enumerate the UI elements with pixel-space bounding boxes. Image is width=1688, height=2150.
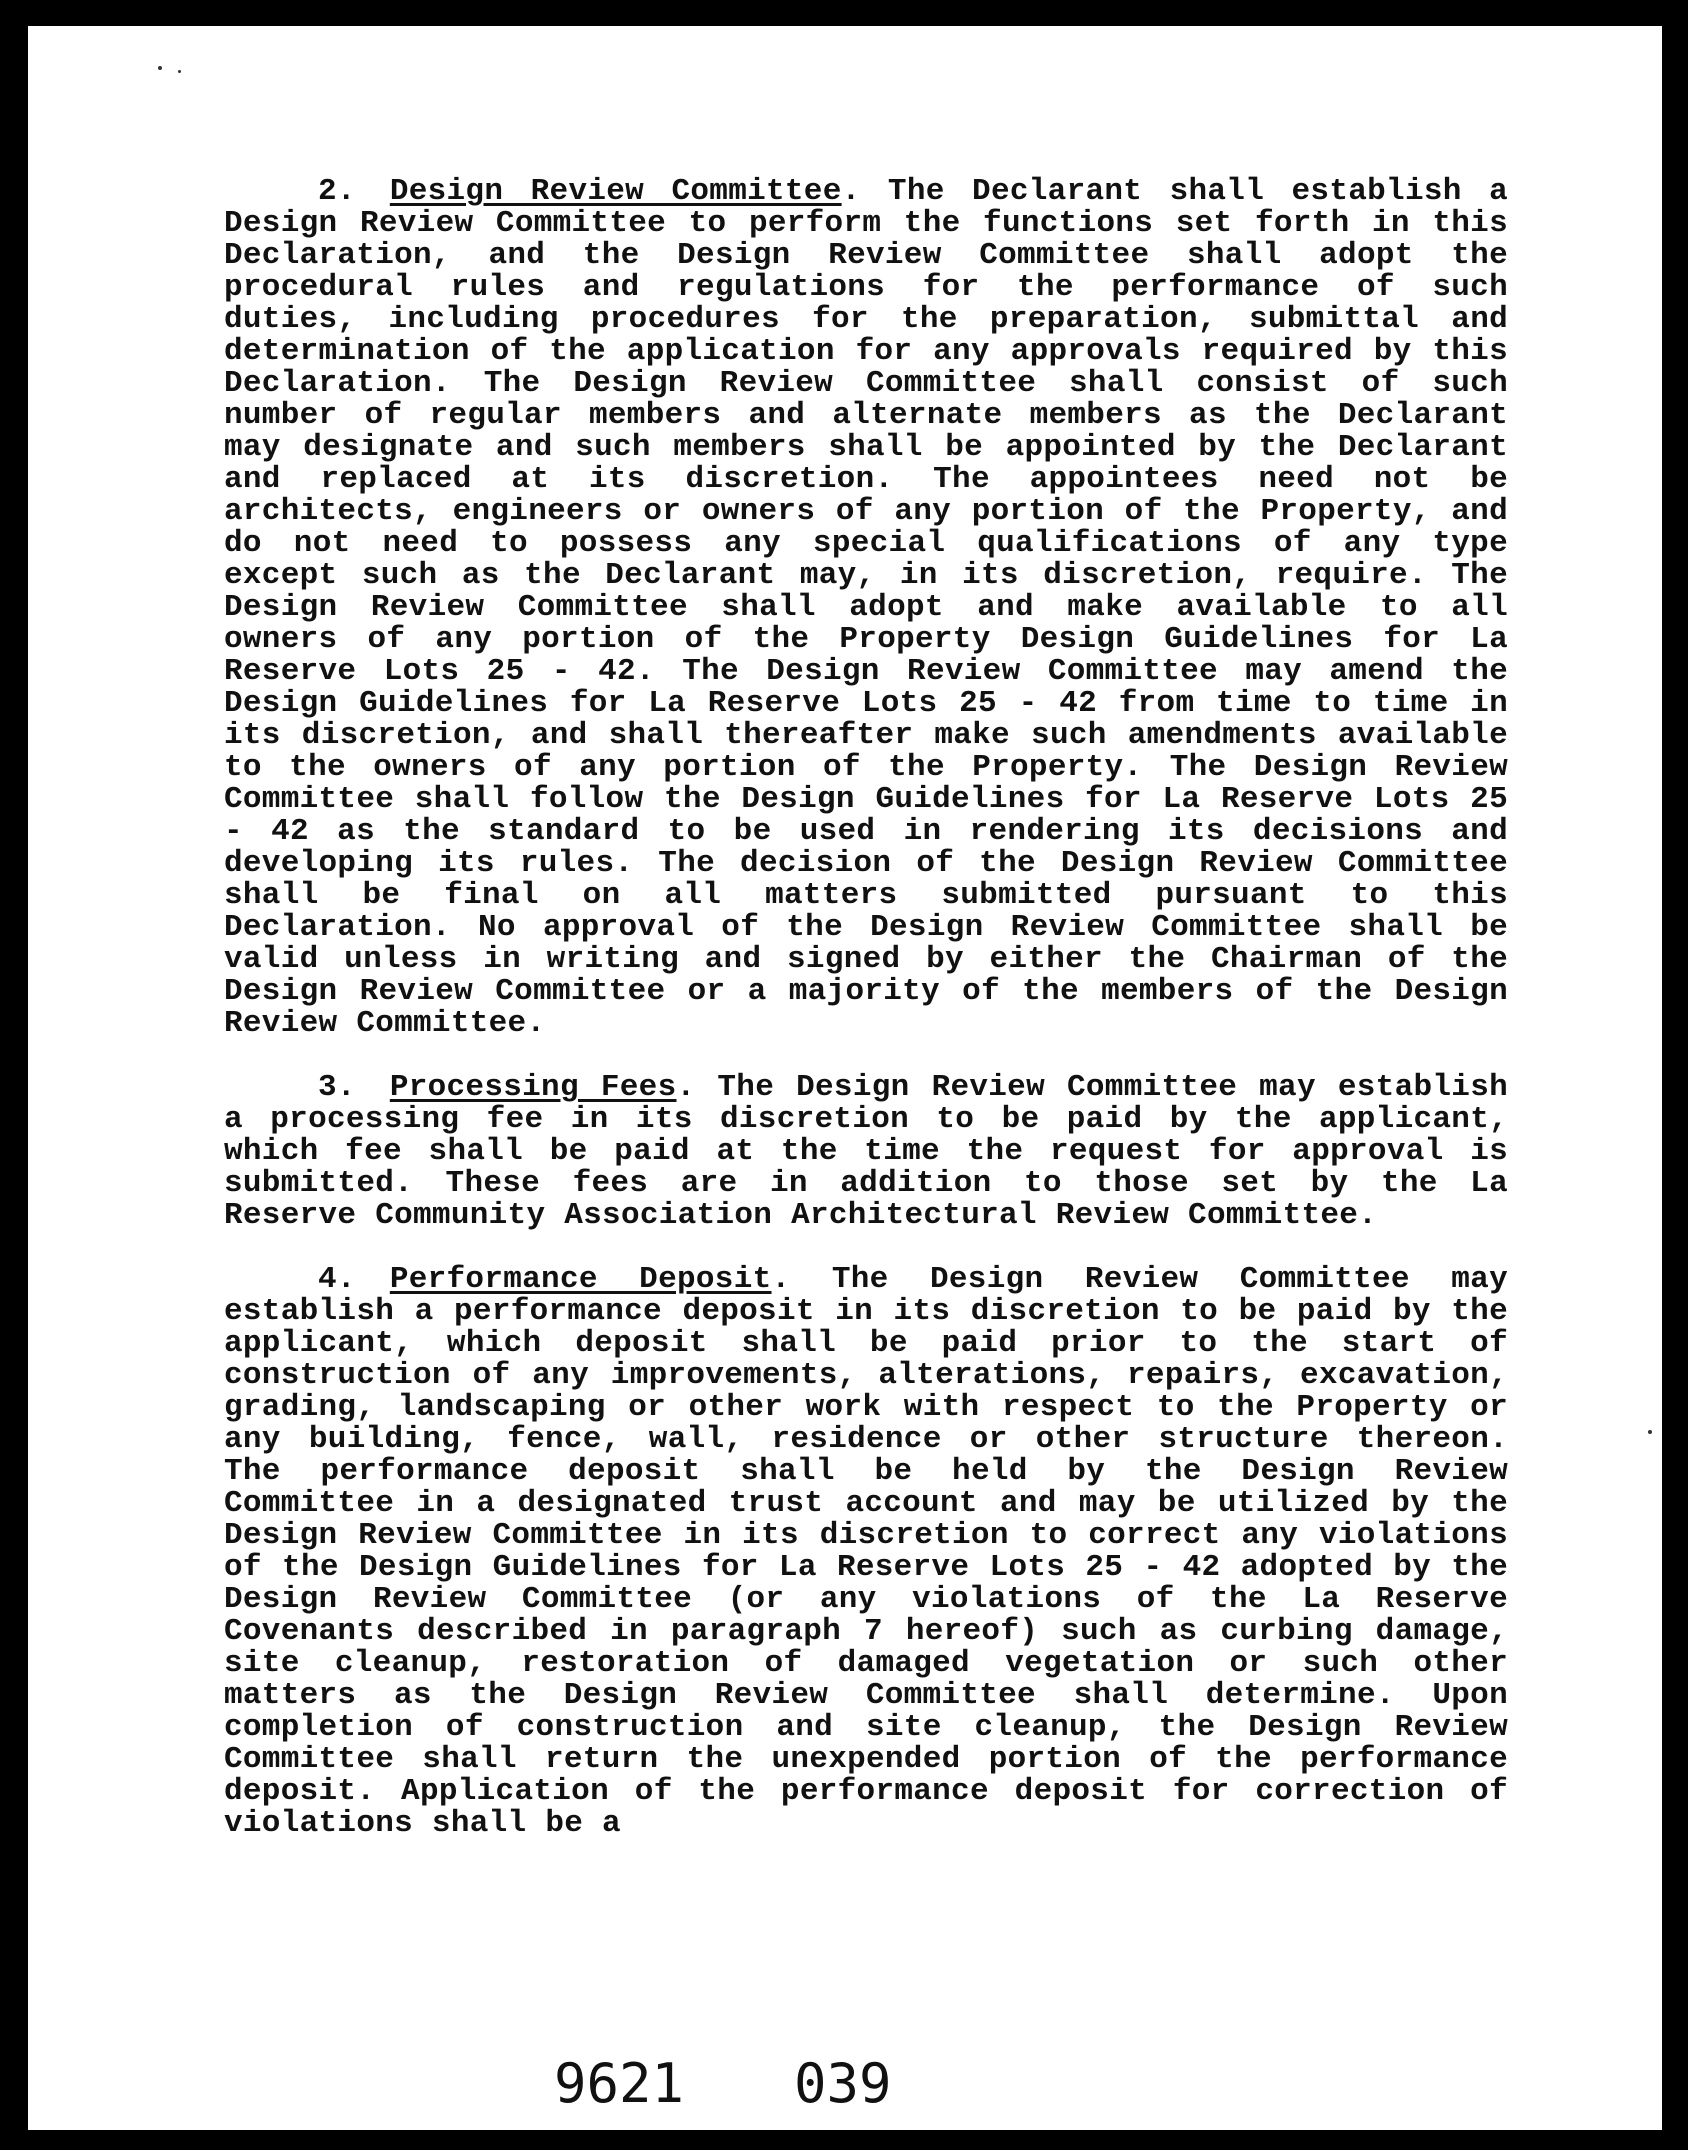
paragraph-design-review-committee [224, 176, 1508, 1040]
section-heading: Performance Deposit [389, 1262, 772, 1297]
scan-speck [178, 70, 181, 73]
footer-code-left: 9621 [554, 2052, 685, 2115]
section-text: . The Design Review Committee may establish a processing fee in its discretion to be paid by the applicant, which fee shall be paid at the time the request for approval is submitted. These fees are in addition to those set by the La Reserve Community Association Architectural Review Committee. [224, 1070, 1508, 1233]
section-text: . The Declarant shall establish a Design Review Committee to perform the functions set forth in this Declaration, and the Design Review Committee shall adopt the procedural rules and regulations for the performance of such duties, including procedures for the preparation, submittal and determination of the application for any approvals required by this Declaration. The Design Review Committee shall consist of such number of regular members and alternate members as the Declarant may designate and such members shall be appointed by the Declarant and replaced at its discretion. The appointees need not be architects, engineers or owners of any portion of the Property, and do not need to possess any special qualifications of any type except such as the Declarant may, in its discretion, require. The Design Review Committee shall adopt and make available to all owners of any portion of the Property Design Guidelines for La Reserve Lots 25 - 42. The Design Review Committee may amend the Design Guidelines for La Reserve Lots 25 - 42 from time to time in its discretion, and shall thereafter make such amendments available to the owners of any portion of the Property. The Design Review Committee shall follow the Design Guidelines for La Reserve Lots 25 - 42 as the standard to be used in rendering its decisions and developing its rules. The decision of the Design Review Committee shall be final on all matters submitted pursuant to this Declaration. No approval of the Design Review Committee shall be valid unless in writing and signed by either the Chairman of the Design Review Committee or a majority of the members of the Design Review Committee. [224, 174, 1508, 1041]
section-number: 3. [318, 1070, 356, 1105]
section-text: . The Design Review Committee may establish a performance deposit in its discretion to be paid by the applicant, which deposit shall be paid prior to the start of construction of any improvements, alterations, repairs, excavation, grading, landscaping or other work with respect to the Property or any building, fence, wall, residence or other structure thereon. The performance deposit shall be held by the Design Review Committee in a designated trust account and may be utilized by the Design Review Committee in its discretion to correct any violations of the Design Guidelines for La Reserve Lots 25 - 42 adopted by the Design Review Committee (or any violations of the La Reserve Covenants described in paragraph 7 hereof) such as curbing damage, site cleanup, restoration of damaged vegetation or such other matters as the Design Review Committee shall determine. Upon completion of construction and site cleanup, the Design Review Committee shall return the unexpended portion of the performance deposit. Application of the performance deposit for correction of violations shall be a [224, 1262, 1508, 1841]
scan-speck [158, 66, 162, 70]
paragraph-performance-deposit [224, 1264, 1508, 1840]
document-page [28, 26, 1662, 2130]
footer-code-right: 039 [794, 2052, 892, 2115]
section-heading: Design Review Committee [389, 174, 842, 209]
section-heading: Processing Fees [389, 1070, 677, 1105]
section-number: 2. [318, 174, 356, 209]
scan-speck [1648, 1430, 1652, 1434]
section-number: 4. [318, 1262, 356, 1297]
body-text [224, 176, 1508, 1872]
paragraph-processing-fees [224, 1072, 1508, 1232]
